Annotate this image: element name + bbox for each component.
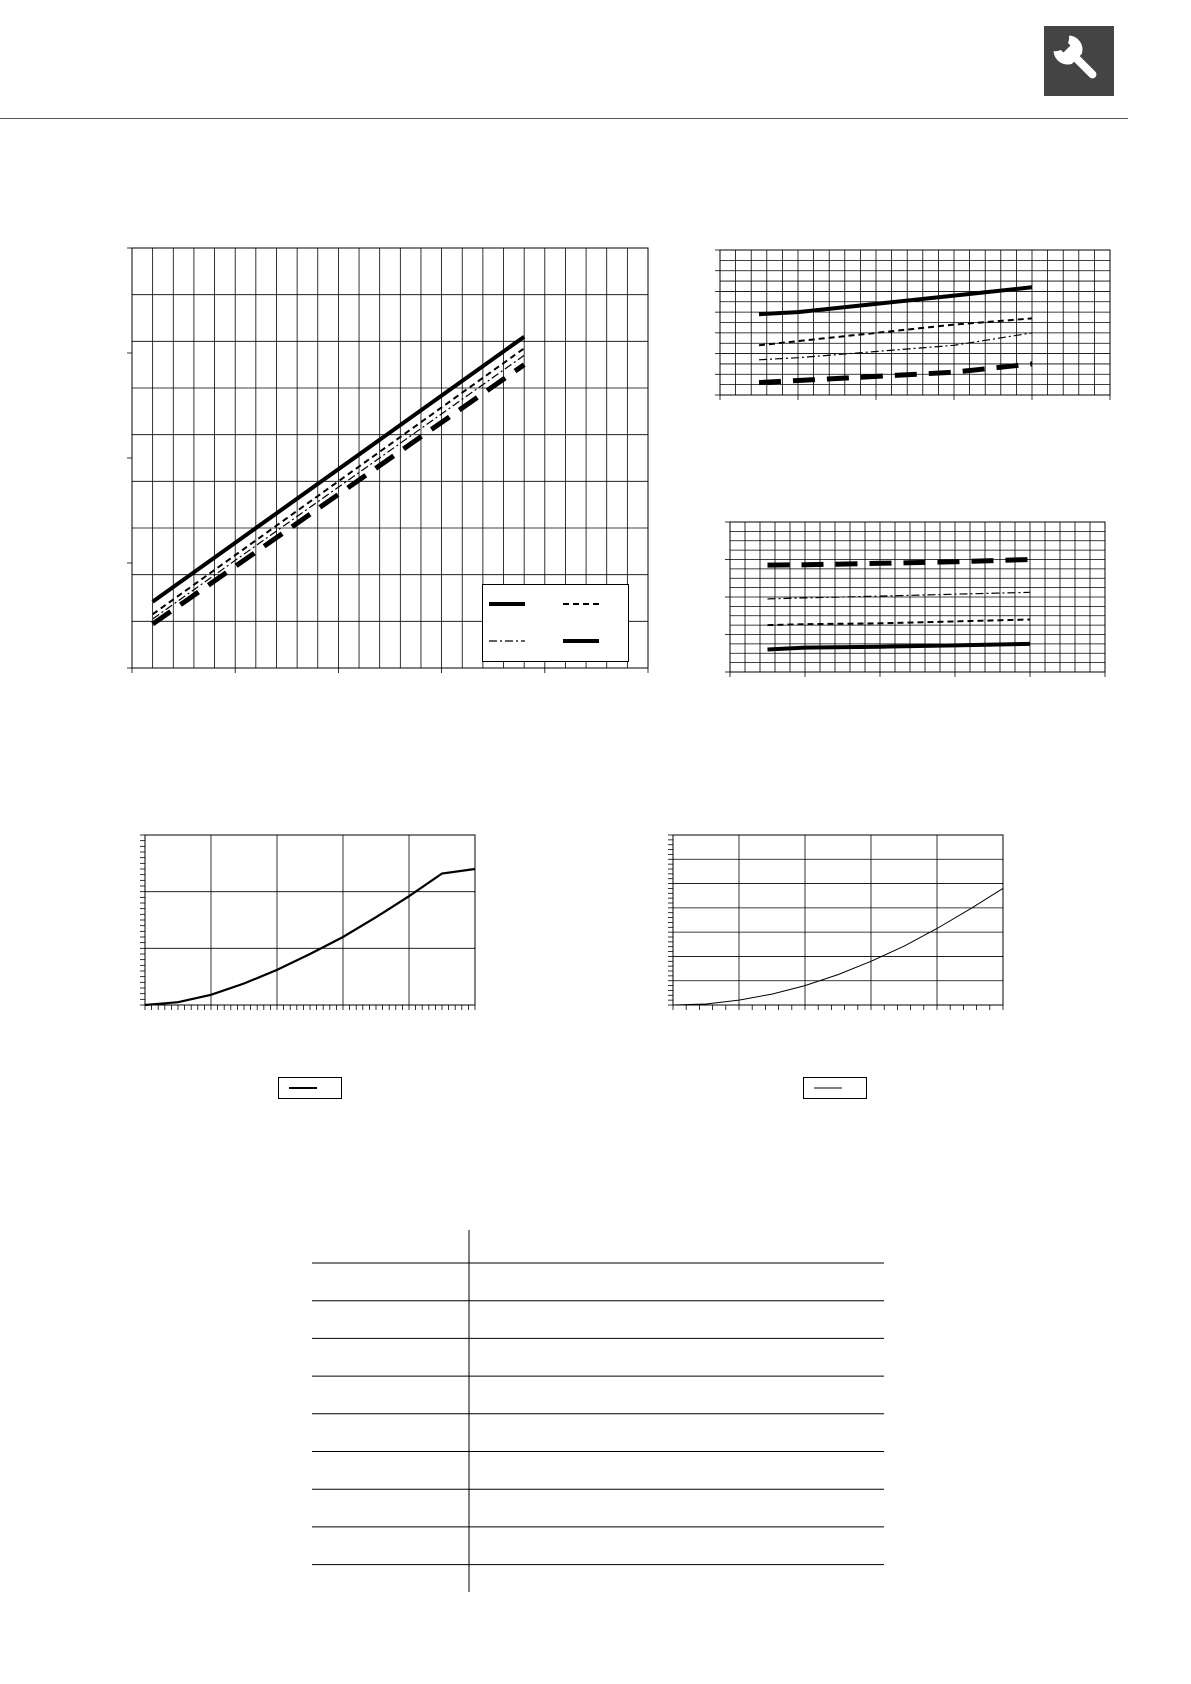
chart-4-grid	[140, 835, 475, 1010]
chart-3	[710, 512, 1110, 682]
chart-2-grid	[715, 250, 1110, 400]
plot-frame	[145, 835, 475, 1005]
chart-3-grid	[725, 522, 1105, 677]
plot-frame	[673, 835, 1003, 1005]
chart-1-legend	[482, 584, 629, 662]
chart-5-legend	[803, 1077, 867, 1099]
wrench-icon	[1044, 26, 1114, 96]
chart-4-legend-swatch	[279, 1078, 341, 1098]
chart-4-legend	[278, 1077, 342, 1099]
header-rule	[0, 118, 1128, 119]
chart-3-series-dashed	[768, 620, 1031, 626]
chart-5-series-solid-thin	[673, 888, 1003, 1005]
data-table	[312, 1230, 892, 1600]
chart-4	[130, 830, 485, 1015]
wrench-icon-graphic	[1044, 26, 1114, 96]
chart-2	[700, 240, 1110, 405]
chart-2-series-dash-dot	[759, 333, 1032, 360]
chart-5	[658, 830, 1013, 1015]
chart-4-series-solid	[145, 869, 475, 1005]
chart-5-legend-swatch	[804, 1078, 866, 1098]
chart-5-grid	[668, 835, 1003, 1010]
chart-3-series-dash-dot	[768, 592, 1031, 599]
chart-2-series-long-dash-thick	[759, 364, 1032, 383]
chart-3-series-long-dash-thick	[768, 560, 1031, 566]
chart-1-legend-swatches	[483, 585, 628, 661]
chart-3-series-solid-thick	[768, 644, 1031, 650]
